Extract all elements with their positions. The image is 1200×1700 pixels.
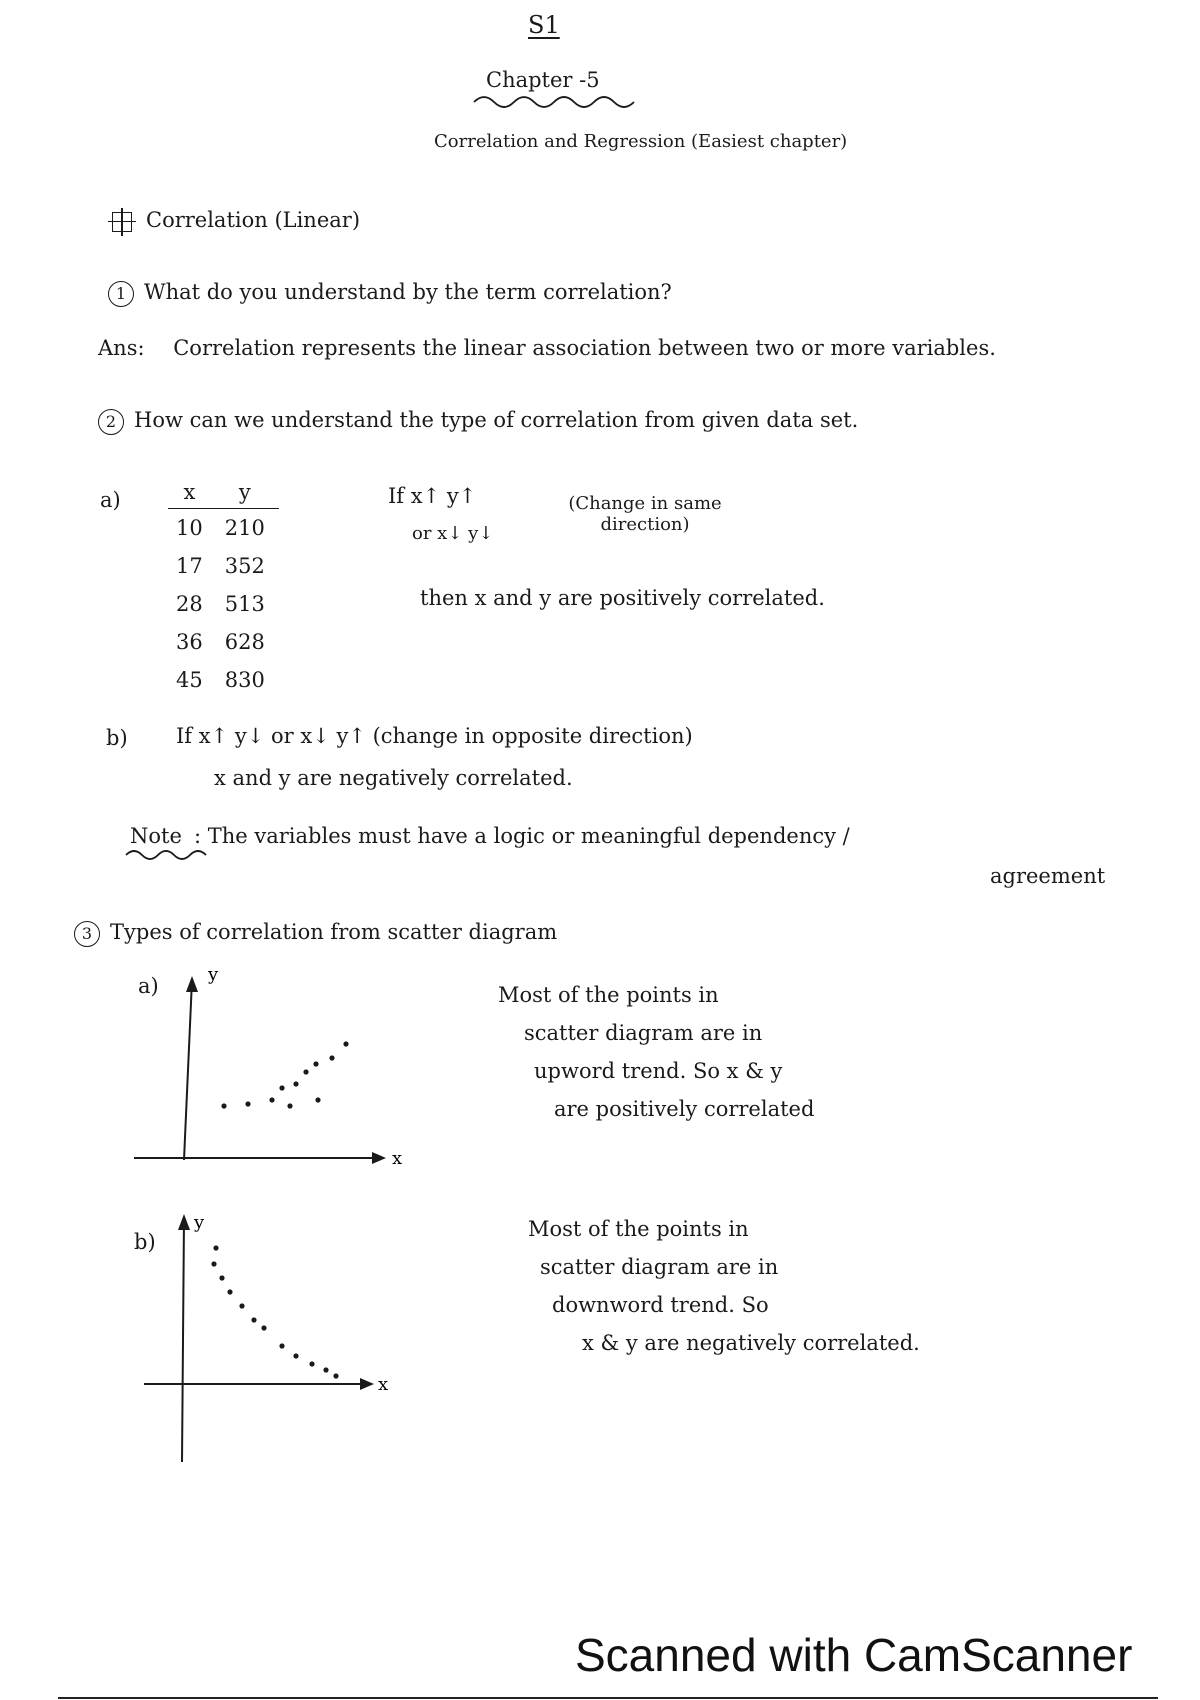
- scatter-dot: [315, 1097, 320, 1102]
- part-b-label: b): [106, 726, 128, 750]
- scatter-dot: [313, 1061, 318, 1066]
- scatter-points-negative: [211, 1245, 338, 1378]
- scatter-dot: [251, 1317, 256, 1322]
- part-a-label: a): [100, 488, 121, 512]
- part-a-note: (Change in same direction): [568, 493, 722, 535]
- question-number: 1: [108, 281, 134, 307]
- y-axis-label: y: [194, 1212, 205, 1233]
- scatter-dot: [309, 1361, 314, 1366]
- scatter-dot: [293, 1353, 298, 1358]
- part-a-conclusion: then x and y are positively correlated.: [420, 586, 825, 610]
- scatter-dot: [227, 1289, 232, 1294]
- section-heading: [112, 208, 360, 232]
- part-a-rule-1: If x↑ y↑: [388, 484, 477, 508]
- table-header-row: [168, 476, 279, 509]
- scatter-dot: [213, 1245, 218, 1250]
- note-text: : The variables must have a logic or meaningful dependency /: [194, 824, 850, 848]
- chapter-subtitle: Correlation and Regression (Easiest chapter): [434, 131, 848, 152]
- table-cell: 513: [224, 592, 265, 616]
- question-1-text: What do you understand by the term correlation?: [144, 280, 672, 304]
- table-row: [168, 509, 279, 548]
- scatter-dot: [333, 1373, 338, 1378]
- scatter-dot: [211, 1261, 216, 1266]
- table-row: [168, 623, 279, 661]
- table-cell: 830: [224, 668, 265, 692]
- scatter-a-line: are positively correlated: [554, 1097, 815, 1121]
- table-header-x: x: [168, 476, 217, 509]
- table-cell: 628: [224, 630, 265, 654]
- table-cell: 352: [224, 554, 265, 578]
- part-b-conclusion: x and y are negatively correlated.: [214, 766, 573, 790]
- scatter-dot: [261, 1325, 266, 1330]
- scatter-a-label: a): [138, 974, 159, 998]
- table-row: [168, 547, 279, 585]
- scanner-watermark: Scanned with CamScanner: [575, 1629, 1133, 1681]
- scatter-dot: [279, 1343, 284, 1348]
- question-2: [98, 408, 858, 435]
- table-cell: 210: [224, 516, 265, 540]
- table-cell: 45: [176, 668, 203, 692]
- chapter-title: Chapter -5: [486, 68, 600, 92]
- scatter-dot: [221, 1103, 226, 1108]
- question-number: 3: [74, 921, 100, 947]
- y-axis-arrow: [178, 1214, 190, 1230]
- question-2-text: How can we understand the type of correlation from given data set.: [134, 408, 859, 432]
- y-axis-label: y: [208, 964, 219, 985]
- answer-label: Ans:: [98, 336, 145, 360]
- xy-data-table: [168, 476, 279, 699]
- part-b-rule: If x↑ y↓ or x↓ y↑ (change in opposite direction): [176, 724, 693, 748]
- scatter-dot: [279, 1085, 284, 1090]
- scatter-dot: [343, 1041, 348, 1046]
- grid-bullet-icon: [112, 212, 132, 232]
- table-cell: 28: [176, 592, 203, 616]
- question-1: [108, 280, 672, 307]
- scatter-plot-negative: [130, 1200, 430, 1470]
- question-3-title: Types of correlation from scatter diagram: [110, 920, 558, 944]
- scatter-points-positive: [221, 1041, 348, 1108]
- section-heading-text: Correlation (Linear): [146, 208, 361, 232]
- y-axis-arrow: [186, 976, 198, 992]
- scatter-b-label: b): [134, 1230, 156, 1254]
- scatter-dot: [245, 1101, 250, 1106]
- scatter-b-line: Most of the points in: [528, 1217, 749, 1241]
- scatter-dot: [303, 1069, 308, 1074]
- answer-1: [98, 336, 996, 360]
- table-row: [168, 661, 279, 699]
- note-underline-squiggle: [124, 848, 214, 862]
- question-number: 2: [98, 409, 124, 435]
- table-cell: 10: [176, 516, 203, 540]
- note-label: Note: [130, 824, 182, 848]
- scatter-a-line: upword trend. So x & y: [534, 1059, 783, 1083]
- x-axis-label: x: [392, 1148, 403, 1169]
- question-3: [74, 920, 557, 947]
- scatter-dot: [269, 1097, 274, 1102]
- scatter-a-line: Most of the points in: [498, 983, 719, 1007]
- scatter-dot: [287, 1103, 292, 1108]
- scatter-dot: [293, 1081, 298, 1086]
- y-axis: [182, 1218, 184, 1462]
- scatter-b-line: downword trend. So: [552, 1293, 769, 1317]
- table-header-y: y: [217, 476, 279, 509]
- page-marker: S1: [528, 11, 560, 39]
- table-cell: 17: [176, 554, 203, 578]
- footer-rule: [58, 1697, 1158, 1699]
- y-axis: [184, 980, 192, 1160]
- part-a-rule-2: or x↓ y↓: [412, 523, 494, 544]
- scatter-b-line: x & y are negatively correlated.: [582, 1331, 920, 1355]
- x-axis-arrow: [360, 1378, 374, 1390]
- scatter-b-line: scatter diagram are in: [540, 1255, 779, 1279]
- table-row: [168, 585, 279, 623]
- table-cell: 36: [176, 630, 203, 654]
- scatter-a-line: scatter diagram are in: [524, 1021, 763, 1045]
- scatter-plot-positive: [120, 960, 420, 1180]
- chapter-underline-squiggle: [470, 92, 640, 112]
- scatter-a-text: [498, 976, 814, 1128]
- scatter-dot: [329, 1055, 334, 1060]
- scatter-dot: [219, 1275, 224, 1280]
- note-text-continued: agreement: [990, 864, 1106, 888]
- x-axis-arrow: [372, 1152, 386, 1164]
- scatter-dot: [239, 1303, 244, 1308]
- scatter-b-text: [528, 1210, 920, 1362]
- answer-1-text: Correlation represents the linear association between two or more variables.: [173, 336, 996, 360]
- x-axis-label: x: [378, 1374, 389, 1395]
- scatter-dot: [323, 1367, 328, 1372]
